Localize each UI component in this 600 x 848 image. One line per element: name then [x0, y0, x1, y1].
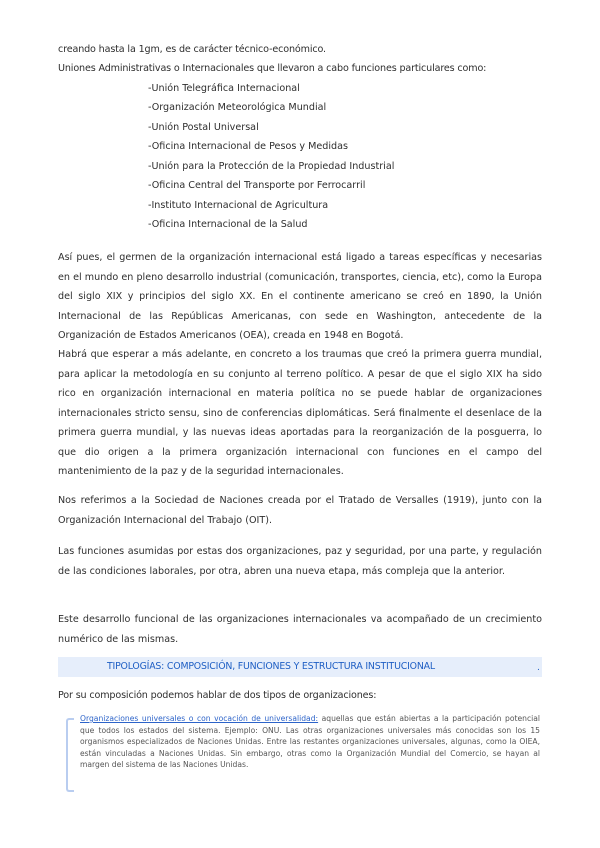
- list-item: -Oficina Central del Transporte por Ferrocarril: [148, 180, 366, 191]
- list-item: -Unión Postal Universal: [148, 122, 259, 133]
- list-item: -Instituto Internacional de Agricultura: [148, 200, 329, 211]
- list-item: -Unión Telegráfica Internacional: [148, 83, 300, 94]
- list-item: -Oficina Internacional de la Salud: [148, 219, 308, 230]
- section-heading: TIPOLOGÍAS: COMPOSICIÓN, FUNCIONES Y ESTRUCTURA INSTITUCIONAL: [107, 661, 435, 672]
- section-heading-dot: .: [537, 663, 540, 673]
- list-item: -Organización Meteorológica Mundial: [148, 102, 327, 113]
- quote-bracket: [66, 718, 74, 792]
- list-item: -Oficina Internacional de Pesos y Medidas: [148, 141, 348, 152]
- list-item: -Unión para la Protección de la Propiedad Industrial: [148, 161, 395, 172]
- paragraph-primera-guerra: Habrá que esperar a más adelante, en concreto a los traumas que creó la primera guerra mundial, para aplicar la metodología en su conjunto al terreno político. A pesar de que el siglo XIX ha sido rico en organización internacional en materia política no se puede hablar de organizaciones internacionales stricto sensu, sino de conferencias diplomáticas. Será finalmente el desenlace de la primera guerra mundial, y las nuevas ideas aportadas para la reorganización de la posguerra, lo que dio origen a la primera organización internacional con funciones en el campo del mantenimiento de la paz y de la seguridad internacionales.: [58, 349, 542, 477]
- quote-body: aquellas que están abiertas a la participación potencial que todos los estados del sistema. Ejemplo: ONU. Las otras organizaciones universales más conocidas son los 15 organismos especializados de Naciones Unidas. Entre las restantes organizaciones universales, algunas, como la OIEA, están vinculadas a Naciones Unidas. Sin embargo, otras como la Organización Mundial del Comercio, se hayan al margen del sistema de las Naciones Unidas.: [80, 714, 540, 770]
- quote-block: [80, 713, 540, 771]
- paragraph-sociedad-naciones: Nos referimos a la Sociedad de Naciones creada por el Tratado de Versalles (1919), junto con la Organización Internacional del Trabajo (OIT).: [58, 495, 542, 526]
- intro-line-1: creando hasta la 1gm, es de carácter técnico-económico.: [58, 44, 326, 55]
- paragraph-funciones: Las funciones asumidas por estas dos organizaciones, paz y seguridad, por una parte, y regulación de las condiciones laborales, por otra, abren una nueva etapa, más compleja que la anterior.: [58, 546, 542, 577]
- intro-line-2: Uniones Administrativas o Internacionales que llevaron a cabo funciones particulares como:: [58, 63, 487, 74]
- quote-lead: Organizaciones universales o con vocación de universalidad:: [80, 714, 319, 723]
- composition-intro: Por su composición podemos hablar de dos tipos de organizaciones:: [58, 690, 377, 701]
- paragraph-germen: Así pues, el germen de la organización internacional está ligado a tareas específicas y necesarias en el mundo en pleno desarrollo industrial (comunicación, transportes, ciencia, etc), como la Europa del siglo XIX y principios del siglo XX. En el continente americano se creó en 1890, la Unión Internacional de las Repúblicas Americanas, con sede en Washington, antecedente de la Organización de Estados Americanos (OEA), creada en 1948 en Bogotá.: [58, 252, 542, 341]
- paragraph-desarrollo: Este desarrollo funcional de las organizaciones internacionales va acompañado de un crecimiento numérico de las mismas.: [58, 614, 542, 645]
